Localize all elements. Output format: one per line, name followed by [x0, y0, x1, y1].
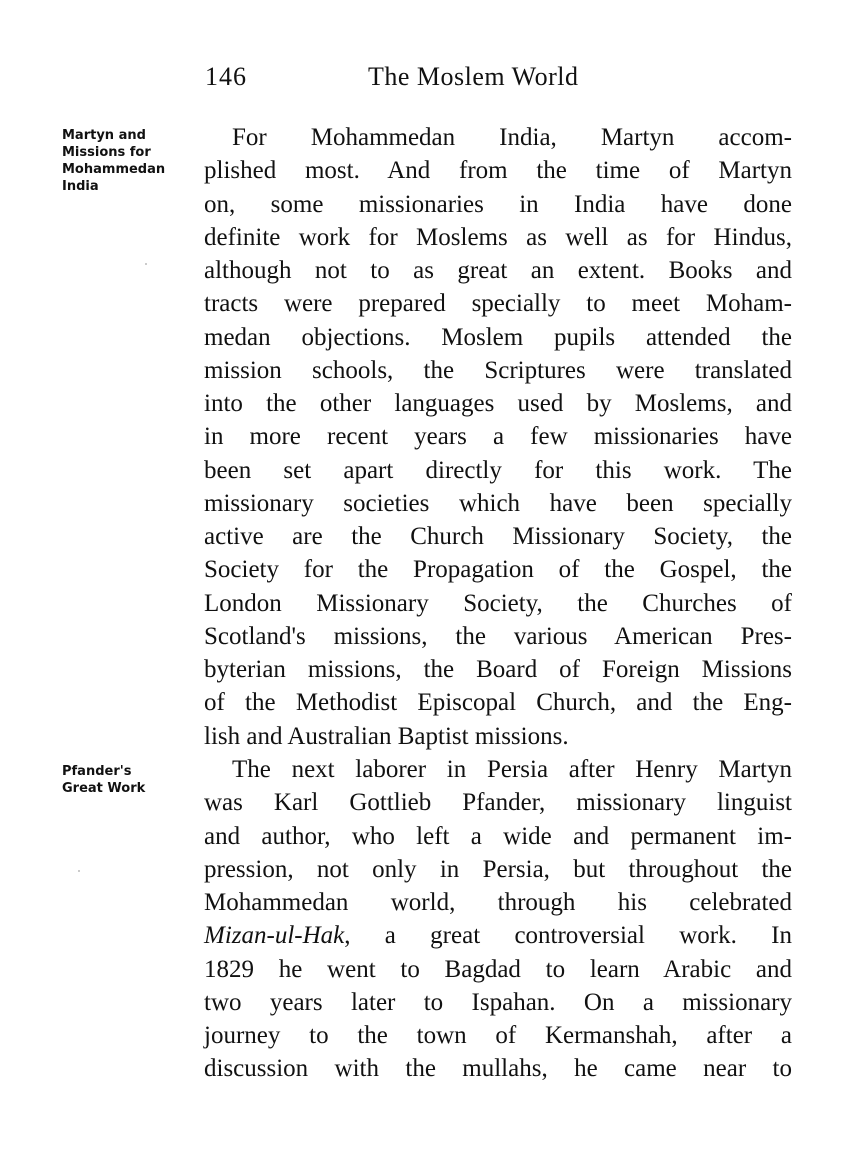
text-line: plished most. And from the time of Martyn: [204, 157, 792, 185]
text-line: The next laborer in Persia after Henry Martyn: [232, 756, 792, 783]
sidenote-line: Missions for: [62, 145, 151, 160]
sidenote-line: Mohammedan: [62, 162, 166, 177]
text-line: and author, who left a wide and permanent im-: [204, 822, 792, 850]
page-number: 146: [205, 62, 247, 91]
text-line: of the Methodist Episcopal Church, and the Eng-: [204, 689, 792, 717]
text-line: although not to as great an extent. Books and: [204, 257, 792, 284]
sidenote-line: India: [62, 179, 99, 194]
text-line: Mohammedan world, through his celebrated: [204, 889, 792, 916]
text-line: byterian missions, the Board of Foreign Missions: [204, 656, 792, 683]
text-line: been set apart directly for this work. The: [204, 456, 792, 484]
text-line: two years later to Ispahan. On a missionary: [204, 988, 792, 1016]
text-line: pression, not only in Persia, but throughout the: [204, 855, 792, 883]
text-line: journey to the town of Kermanshah, after a: [204, 1022, 792, 1049]
sidenote-line: Great Work: [62, 781, 146, 796]
running-head-title: The Moslem World: [368, 62, 579, 91]
text-line: missionary societies which have been specially: [204, 489, 792, 517]
text-line: into the other languages used by Moslems, and: [204, 390, 792, 417]
text-line: discussion with the mullahs, he came near to: [204, 1055, 792, 1083]
paragraph-martyn: [204, 121, 792, 753]
paper-speck: [145, 263, 147, 265]
text-line: on, some missionaries in India have done: [204, 190, 792, 218]
text-line: For Mohammedan India, Martyn accom-: [232, 124, 792, 151]
text-line: was Karl Gottlieb Pfander, missionary linguist: [204, 789, 792, 817]
text-line: definite work for Moslems as well as for Hindus,: [204, 223, 792, 251]
text-line: active are the Church Missionary Society, the: [204, 523, 792, 550]
paragraph-pfander: [204, 753, 792, 1086]
sidenote-martyn: [62, 127, 165, 195]
text-fragment: , a great controversial work. In: [344, 922, 792, 950]
text-line: London Missionary Society, the Churches of: [204, 589, 792, 617]
sidenote-line: Pfander's: [62, 764, 132, 779]
text-line-with-title: [204, 919, 792, 952]
text-line: in more recent years a few missionaries have: [204, 423, 792, 451]
text-line: Scotland's missions, the various American Pres-: [204, 622, 792, 650]
paper-speck: [78, 870, 80, 872]
text-line: tracts were prepared specially to meet Moham-: [204, 290, 792, 318]
sidenote-pfander: [62, 763, 145, 797]
text-line: medan objections. Moslem pupils attended the: [204, 323, 792, 351]
sidenote-line: Martyn and: [62, 128, 146, 143]
text-line: Society for the Propagation of the Gospel, the: [204, 556, 792, 584]
text-line: mission schools, the Scriptures were translated: [204, 356, 792, 384]
text-line: lish and Australian Baptist missions.: [204, 722, 569, 750]
book-title: Mizan-ul-Hak: [204, 922, 345, 950]
text-line: 1829 he went to Bagdad to learn Arabic and: [204, 955, 792, 983]
